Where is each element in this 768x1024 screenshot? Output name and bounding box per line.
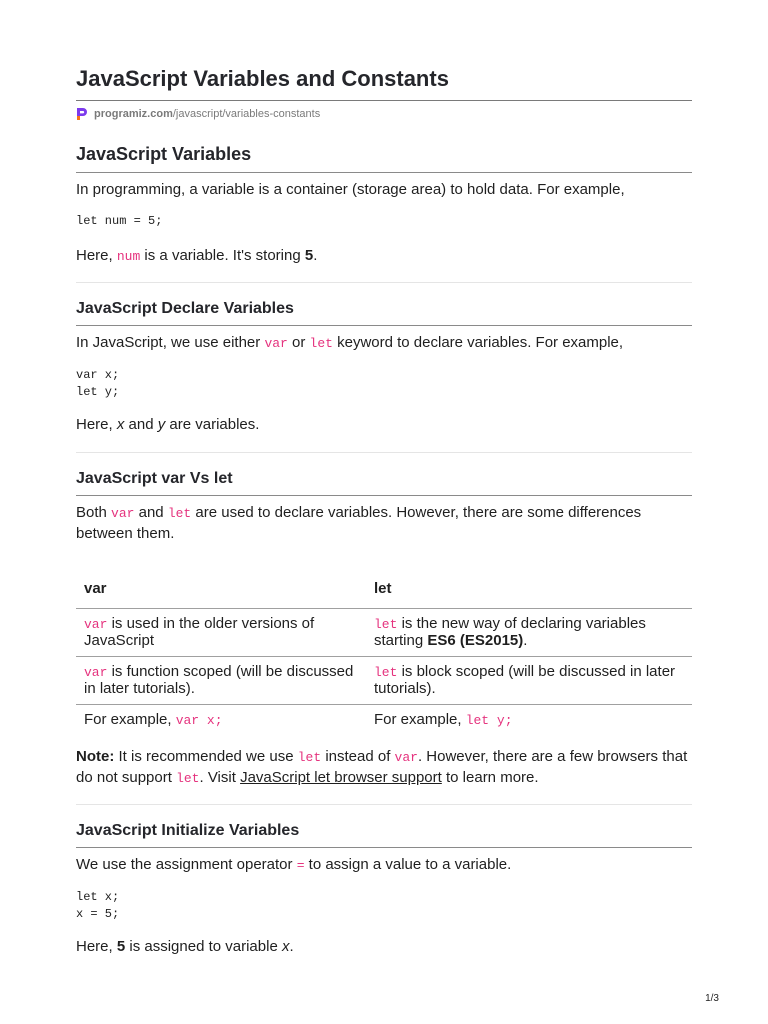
inline-code: var [394,750,418,765]
section-divider [76,325,692,326]
code-block-variables: let num = 5; [76,214,163,228]
var-vs-let-intro: Both var and let are used to declare variables. However, there are some differences between them. [76,504,642,542]
page-title: JavaScript Variables and Constants [76,66,449,91]
code-block-declare: var x; let y; [76,368,120,399]
variables-explanation: Here, num is a variable. It's storing 5. [76,247,318,264]
table-row [76,609,692,657]
comparison-table [76,568,692,737]
inline-code: = [296,858,305,873]
section-divider [76,847,692,848]
source-url[interactable] [76,107,320,121]
programiz-logo-icon [76,107,88,121]
source-domain: programiz.com [94,108,173,120]
section-heading-variables: JavaScript Variables [76,144,252,164]
table-row [76,657,692,705]
table-header-var: var [76,568,366,609]
inline-code: let [167,506,192,521]
page-number: 1/3 [705,993,719,1004]
inline-code: let [297,750,322,765]
note-paragraph: Note: It is recommended we use let instead of var. However, there are a few browsers that do not support let. Visit JavaScript let browser support to learn more. [76,748,688,786]
inline-code: let [176,771,200,786]
section-separator [76,452,692,453]
inline-code: let [309,336,333,351]
section-divider [76,495,692,496]
table-header-row [76,568,692,609]
section-heading-declare: JavaScript Declare Variables [76,300,294,317]
code-block-initialize: let x; x = 5; [76,890,120,921]
section-separator [76,282,692,283]
table-cell: let is block scoped (will be discussed in later tutorials). [366,657,692,705]
inline-code: num [116,249,141,264]
table-row [76,705,692,737]
table-cell: var is used in the older versions of JavaScript [76,609,366,657]
inline-code: var [111,506,135,521]
initialize-explanation: Here, 5 is assigned to variable x. [76,938,294,955]
section-heading-var-vs-let: JavaScript var Vs let [76,470,233,487]
section-divider [76,172,692,173]
source-path: /javascript/variables-constants [172,108,321,120]
initialize-intro: We use the assignment operator = to assign a value to a variable. [76,856,512,873]
section-separator [76,804,692,805]
table-header-let: let [366,568,692,609]
inline-code: var [264,336,288,351]
title-divider [76,100,692,101]
table-cell: For example, var x; [84,711,223,729]
browser-support-link[interactable]: JavaScript let browser support [240,769,442,786]
table-cell: let is the new way of declaring variables starting ES6 (ES2015). [366,609,692,657]
declare-explanation: Here, x and y are variables. [76,416,260,433]
variables-intro: In programming, a variable is a container (storage area) to hold data. For example, [76,181,625,198]
section-heading-initialize: JavaScript Initialize Variables [76,822,300,839]
table-cell: var is function scoped (will be discussed in later tutorials). [76,657,366,705]
table-cell: For example, let y; [374,711,513,729]
declare-intro: In JavaScript, we use either var or let keyword to declare variables. For example, [76,334,624,351]
